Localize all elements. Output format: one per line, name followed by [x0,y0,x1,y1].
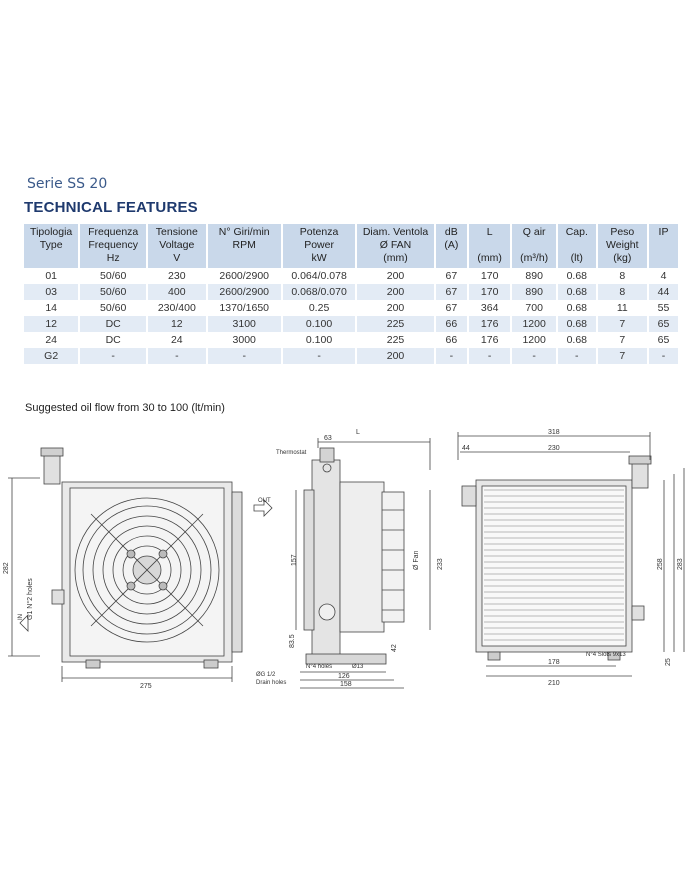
table-cell: 1370/1650 [207,300,282,316]
table-cell: 225 [356,332,434,348]
dim-83-5: 83.5 [289,634,296,648]
table-cell: 890 [511,284,557,300]
table-cell: DC [79,332,147,348]
table-cell: - [282,348,357,364]
table-cell: 14 [24,300,79,316]
table-cell: 50/60 [79,300,147,316]
dim-233: 233 [437,558,444,570]
table-cell: 67 [435,284,468,300]
table-cell: - [435,348,468,364]
table-cell: 55 [648,300,678,316]
col-header: dB (A) [435,224,468,268]
table-cell: 890 [511,268,557,284]
series-title: Serie SS 20 [27,176,108,192]
table-cell: 01 [24,268,79,284]
table-cell: 8 [597,284,648,300]
table-cell: - [468,348,511,364]
table-cell: 0.25 [282,300,357,316]
table-cell: 3100 [207,316,282,332]
table-cell: 225 [356,316,434,332]
col-header: Frequenza Frequency Hz [79,224,147,268]
thermostat-label: Thermostat [276,450,307,456]
dim-318: 318 [548,429,560,436]
table-cell: 67 [435,268,468,284]
table-cell: 12 [147,316,207,332]
table-cell: 3000 [207,332,282,348]
table-cell: 200 [356,348,434,364]
thermostat-icon [320,448,334,462]
dim-42: 42 [391,644,398,652]
col-header: Tipologia Type [24,224,79,268]
out-label: OUT [258,498,271,504]
table-cell: 176 [468,332,511,348]
table-cell: 8 [597,268,648,284]
table-cell: 44 [648,284,678,300]
dim-178: 178 [548,659,560,666]
col-header: Tensione Voltage V [147,224,207,268]
dim-230: 230 [548,445,560,452]
side-body [312,460,340,656]
table-cell: 67 [435,300,468,316]
col-header: N° Giri/min RPM [207,224,282,268]
table-cell: 2600/2900 [207,268,282,284]
table-row [24,268,678,284]
table-cell: 230 [147,268,207,284]
table-cell: 65 [648,332,678,348]
table-row [24,348,678,364]
table-cell: 0.100 [282,332,357,348]
table-row [24,332,678,348]
table-cell: 66 [435,332,468,348]
table-row [24,300,678,316]
table-cell: 7 [597,332,648,348]
col-header: Diam. Ventola Ø FAN (mm) [356,224,434,268]
dim-158: 158 [340,681,352,688]
col-header: L (mm) [468,224,511,268]
table-cell: - [147,348,207,364]
dim-157: 157 [291,554,298,566]
table-cell: 364 [468,300,511,316]
dim-g1-holes: G1 N°2 holes [27,578,34,620]
in-label: IN [18,614,24,620]
table-cell: 400 [147,284,207,300]
dim-275: 275 [140,683,152,690]
table-cell: - [648,348,678,364]
table-cell: 200 [356,284,434,300]
table-cell: DC [79,316,147,332]
table-cell: 24 [24,332,79,348]
table-cell: 7 [597,348,648,364]
table-cell: - [511,348,557,364]
table-cell: 2600/2900 [207,284,282,300]
table-row [24,316,678,332]
table-cell: 176 [468,316,511,332]
slots-label: N°4 Slots 9x13 [586,652,626,658]
table-cell: 24 [147,332,207,348]
table-cell: 50/60 [79,284,147,300]
table-cell: 11 [597,300,648,316]
table-cell: 7 [597,316,648,332]
dim-d13: Ø13 [352,664,364,670]
table-cell: - [79,348,147,364]
table-cell: 170 [468,284,511,300]
dim-210: 210 [548,680,560,687]
dim-258: 258 [657,558,664,570]
table-cell: 03 [24,284,79,300]
dim-25: 25 [665,658,672,666]
table-cell: 0.100 [282,316,357,332]
section-heading: TECHNICAL FEATURES [24,199,198,216]
col-header: Cap. (lt) [557,224,597,268]
dim-63: 63 [324,435,332,442]
drain-label: ØG 1/2 [256,672,276,678]
table-cell: 200 [356,268,434,284]
table-header-row [24,224,678,268]
table-cell: - [207,348,282,364]
table-row [24,284,678,300]
technical-features-table [24,224,678,364]
table-cell: 230/400 [147,300,207,316]
table-cell: 700 [511,300,557,316]
dim-44: 44 [462,445,470,452]
holes-label: N°4 holes [306,664,333,670]
dim-L: L [356,429,360,436]
dim-282: 282 [3,562,10,574]
table-cell: 0.068/0.070 [282,284,357,300]
table-cell: 12 [24,316,79,332]
table-cell: 0.68 [557,284,597,300]
table-cell: 0.68 [557,268,597,284]
technical-drawing [0,420,700,690]
table-cell: 0.68 [557,316,597,332]
col-header: Potenza Power kW [282,224,357,268]
fan-dim-label: Ø Fan [413,550,420,570]
col-header: IP [648,224,678,268]
table-cell: - [557,348,597,364]
col-header: Q air (m³/h) [511,224,557,268]
table-cell: G2 [24,348,79,364]
table-cell: 1200 [511,316,557,332]
table-cell: 200 [356,300,434,316]
oil-flow-note: Suggested oil flow from 30 to 100 (lt/min) [25,402,225,414]
dim-126: 126 [338,673,350,680]
table-cell: 1200 [511,332,557,348]
table-cell: 0.68 [557,332,597,348]
dim-283: 283 [677,558,684,570]
table-cell: 0.68 [557,300,597,316]
drain-holes-label: Drain holes [256,680,287,686]
table-cell: 66 [435,316,468,332]
table-cell: 50/60 [79,268,147,284]
table-cell: 65 [648,316,678,332]
table-cell: 4 [648,268,678,284]
table-cell: 0.064/0.078 [282,268,357,284]
table-cell: 170 [468,268,511,284]
col-header: Peso Weight (kg) [597,224,648,268]
